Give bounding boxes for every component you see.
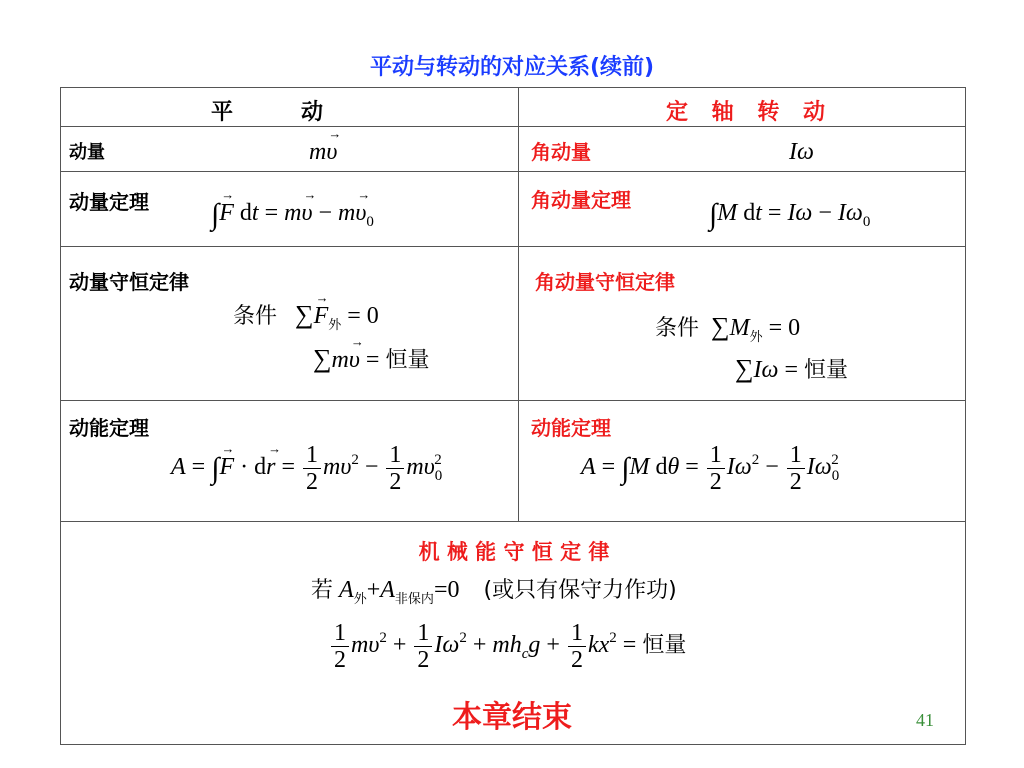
slide-title: 平动与转动的对应关系(续前) (369, 55, 655, 80)
column-divider (518, 88, 519, 521)
momentum-conservation-result: ∑m→ υ = 恒量 (313, 346, 429, 372)
mechanical-energy-condition: 若 $A_外+A_{非保内}=0$ (或只有保守力作功) (311, 577, 677, 607)
angular-momentum-formula: Iω (789, 139, 814, 165)
rotational-kinetic-energy-theorem-formula: A = ∫M dθ = $\frac{1}{2}$ $I\omega^2$ − $\frac{1}{2}$ $I\omega_0^2$ (581, 442, 840, 495)
external-subscript: 外 (328, 318, 342, 333)
momentum-theorem-formula: ∫→ F dt = $m\to \upsilon - m\to \upsilon_0$ (211, 200, 374, 230)
external-subscript: 外 (749, 330, 763, 345)
angular-momentum-theorem-formula: ∫M dt = $I\omega - I\omega_0$ (709, 198, 871, 231)
momentum-theorem-label: 动量定理 (69, 190, 149, 214)
header-translation: 平 动 (211, 100, 332, 125)
angular-momentum-conservation-result: ∑Iω = 恒量 (735, 354, 849, 383)
header-rotation: 定 轴 转 动 (666, 100, 833, 125)
row-divider (61, 246, 965, 247)
mechanical-energy-formula: $\frac{1}{2}$ $m\upsilon^2$ + $\frac{1}{2}$ $I\omega^2 + mh_cg$ + $\frac{1}{2}$ $kx^2$ = 恒量 (329, 620, 686, 673)
momentum-formula: m→ υ (309, 140, 337, 164)
kinetic-energy-theorem-formula: A = ∫→ F · d→ r = $\frac{1}{2}$ $m\upsilon^2$ − $\frac{1}{2}$ $m\upsilon_0^2$ (171, 442, 442, 495)
nonconservative-subscript: 非保内 (394, 592, 434, 607)
constant-text: 恒量 (804, 358, 849, 383)
momentum-conservation-label: 动量守恒定律 (69, 270, 189, 294)
row-divider (61, 126, 965, 127)
page-number: 41 (916, 710, 934, 730)
row-divider (61, 171, 965, 172)
row-divider (61, 521, 965, 522)
row-divider (61, 400, 965, 401)
ext-subscript: 外 (353, 592, 367, 607)
momentum-conservation-condition: 条件 ∑→ $F_外 = 0$ (233, 302, 379, 332)
momentum-label: 动量 (69, 142, 105, 163)
correspondence-table (60, 87, 966, 745)
rotational-kinetic-energy-theorem-label: 动能定理 (531, 416, 611, 440)
mechanical-energy-conservation-title: 机 械 能 守 恒 定 律 (418, 540, 610, 564)
constant-text: 恒量 (385, 348, 430, 373)
kinetic-energy-theorem-label: 动能定理 (69, 416, 149, 440)
chapter-end-text: 本章结束 (452, 700, 572, 735)
condition-text: 条件 (655, 316, 700, 341)
condition-text: 条件 (233, 304, 278, 329)
angular-momentum-conservation-label: 角动量守恒定律 (535, 270, 675, 294)
angular-momentum-theorem-label: 角动量定理 (531, 188, 631, 212)
if-text: 若 (311, 578, 334, 603)
constant-text: 恒量 (642, 633, 687, 659)
conservative-force-note: (或只有保守力作功) (483, 578, 677, 603)
angular-momentum-conservation-condition: 条件 $\sum M_外 = 0$ (655, 312, 801, 345)
angular-momentum-label: 角动量 (531, 140, 591, 164)
